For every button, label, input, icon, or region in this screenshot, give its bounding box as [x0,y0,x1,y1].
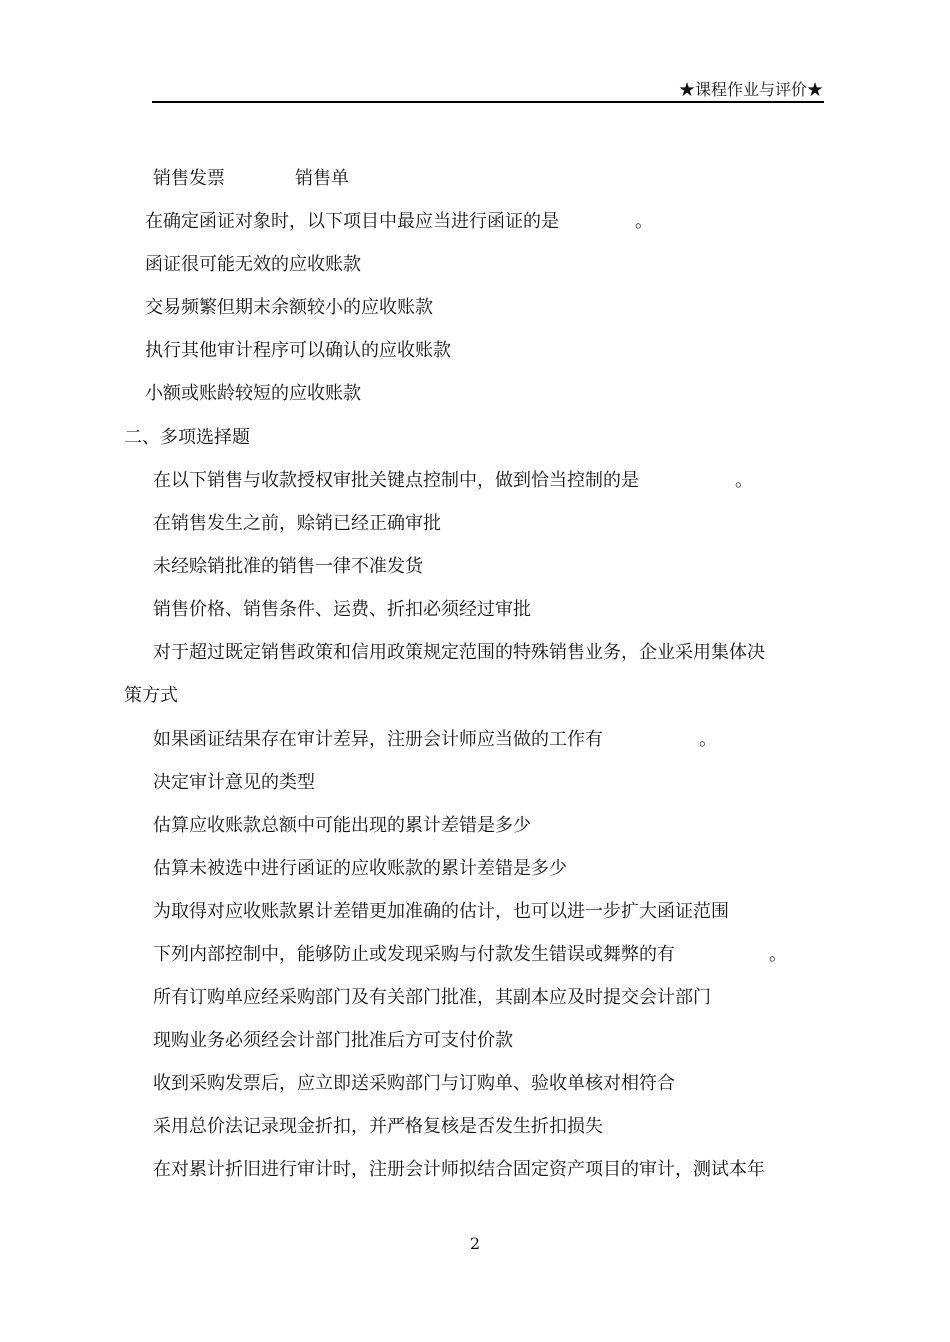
question-text: 如果函证结果存在审计差异，注册会计师应当做的工作有 [153,729,603,750]
option-line: 交易频繁但期末余额较小的应收账款 [145,297,433,318]
blank-period: 。 [635,211,653,232]
question-line [153,469,753,493]
header-title: ★课程作业与评价★ [678,80,823,99]
page-number: 2 [469,1234,481,1253]
option-line: 所有订购单应经采购部门及有关部门批准，其副本应及时提交会计部门 [153,987,711,1008]
option-line: 策方式 [124,685,178,706]
option-line: 执行其他审计程序可以确认的应收账款 [145,340,451,361]
option-line: 小额或账龄较短的应收账款 [145,383,361,404]
option-line: 收到采购发票后，应立即送采购部门与订购单、验收单核对相符合 [153,1073,675,1094]
blank-period: 。 [769,944,787,965]
section-heading: 二、多项选择题 [124,427,250,448]
option-line: 决定审计意见的类型 [153,772,315,793]
question-line [153,728,717,752]
option-line: 在销售发生之前，赊销已经正确审批 [153,513,441,534]
option-line: 为取得对应收账款累计差错更加准确的估计，也可以进一步扩大函证范围 [153,901,729,922]
option-line: 函证很可能无效的应收账款 [145,254,361,275]
question-text: 在确定函证对象时，以下项目中最应当进行函证的是 [145,211,559,232]
option-line: 未经赊销批准的销售一律不准发货 [153,556,423,577]
header-rule [152,101,824,103]
question-line: 在对累计折旧进行审计时，注册会计师拟结合固定资产项目的审计，测试本年 [153,1159,765,1180]
blank-period: 。 [735,470,753,491]
option-line: 估算未被选中进行函证的应收账款的累计差错是多少 [153,858,567,879]
question-text: 下列内部控制中，能够防止或发现采购与付款发生错误或舞弊的有 [153,944,675,965]
option-text: 销售单 [295,168,349,189]
question-line [145,210,653,234]
option-line: 销售价格、销售条件、运费、折扣必须经过审批 [153,599,531,620]
option-line: 现购业务必须经会计部门批准后方可支付价款 [153,1030,513,1051]
option-text: 销售发票 [153,168,225,189]
option-line: 采用总价法记录现金折扣，并严格复核是否发生折扣损失 [153,1116,603,1137]
option-line: 对于超过既定销售政策和信用政策规定范围的特殊销售业务，企业采用集体决 [153,642,765,663]
blank-period: 。 [699,729,717,750]
option-line: 估算应收账款总额中可能出现的累计差错是多少 [153,815,531,836]
question-text: 在以下销售与收款授权审批关键点控制中，做到恰当控制的是 [153,470,639,491]
option-line [153,167,349,191]
question-line [153,943,787,967]
